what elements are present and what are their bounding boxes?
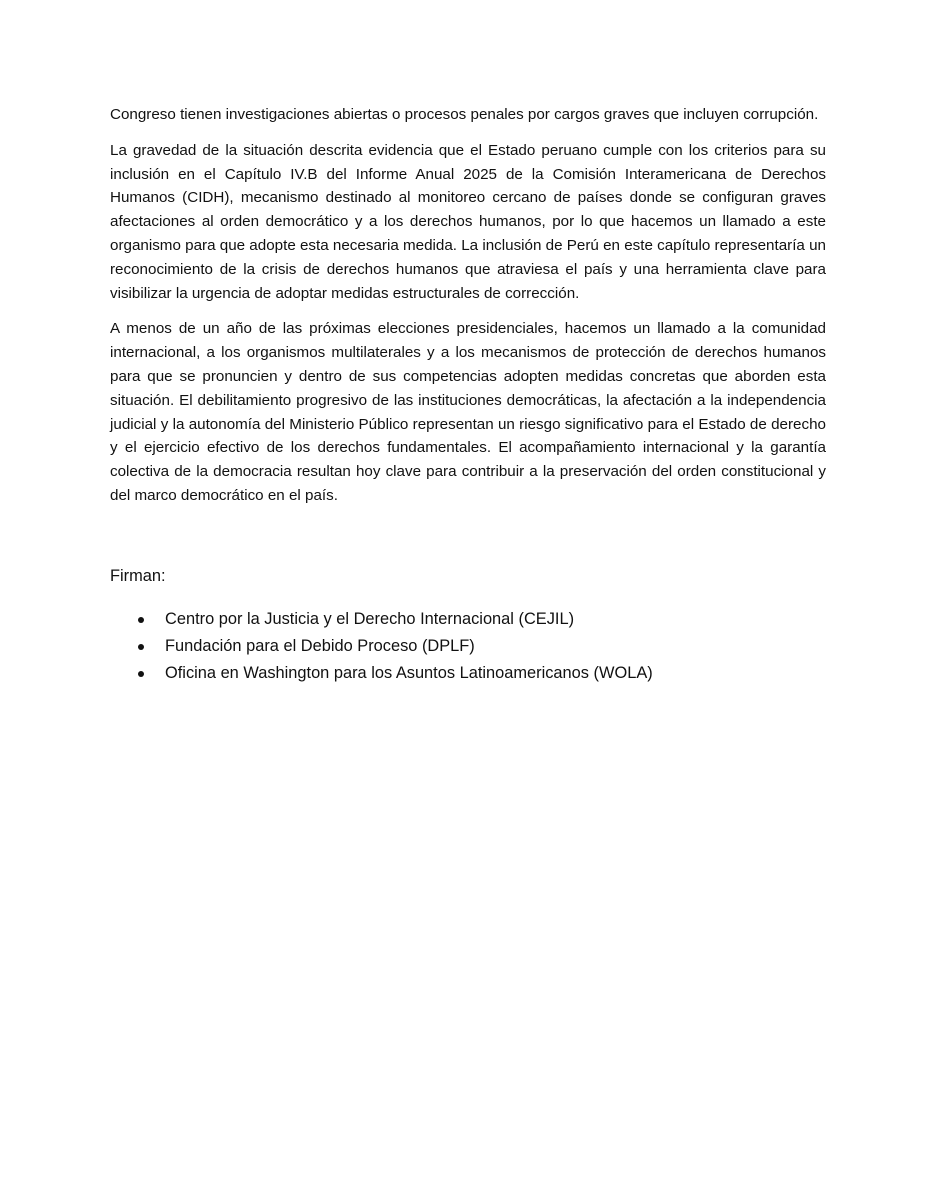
list-item — [110, 633, 826, 660]
signatories-label: Firman: — [110, 566, 166, 585]
paragraph-cidh-inclusion: La gravedad de la situación descrita evidencia que el Estado peruano cumple con los criterios para su inclusión en el Capítulo IV.B del Informe Anual 2025 de la Comisión Interamericana de Derechos Humanos (CIDH), mecanismo destinado al monitoreo cercano de países donde se configuran graves afectaciones al orden democrático y a los derechos humanos, por lo que hacemos un llamado a este organismo para que adopte esta necesaria medida. La inclusión de Perú en este capítulo representaría un reconocimiento de la crisis de derechos humanos que atraviesa el país y una herramienta clave para visibilizar la urgencia de adoptar medidas estructurales de corrección. — [110, 141, 826, 302]
paragraph-international-call: A menos de un año de las próximas elecciones presidenciales, hacemos un llamado a la comunidad internacional, a los organismos multilaterales y a los mecanismos de protección de derechos humanos para que se pronuncien y dentro de sus competencias adopten medidas concretas que aborden esta situación. El debilitamiento progresivo de las instituciones democráticas, la afectación a la independencia judicial y la autonomía del Ministerio Público representan un riesgo significativo para el Estado de derecho y el ejercicio efectivo de los derechos fundamentales. El acompañamiento internacional y la garantía colectiva de la democracia resultan hoy clave para contribuir a la preservación del orden constitucional y del marco democrático en el país. — [110, 320, 826, 504]
bullet-icon — [138, 644, 144, 650]
list-item — [110, 606, 826, 633]
signatories-list — [110, 606, 826, 687]
signatory-name: Oficina en Washington para los Asuntos Latinoamericanos (WOLA) — [165, 663, 653, 682]
paragraph-continuation: Congreso tienen investigaciones abiertas o procesos penales por cargos graves que incluyen corrupción. — [110, 106, 819, 123]
bullet-icon — [138, 671, 144, 677]
list-item — [110, 660, 826, 687]
signatory-name: Centro por la Justicia y el Derecho Internacional (CEJIL) — [165, 609, 575, 628]
document-body — [110, 103, 826, 687]
signatory-name: Fundación para el Debido Proceso (DPLF) — [165, 636, 475, 655]
bullet-icon — [138, 617, 144, 623]
